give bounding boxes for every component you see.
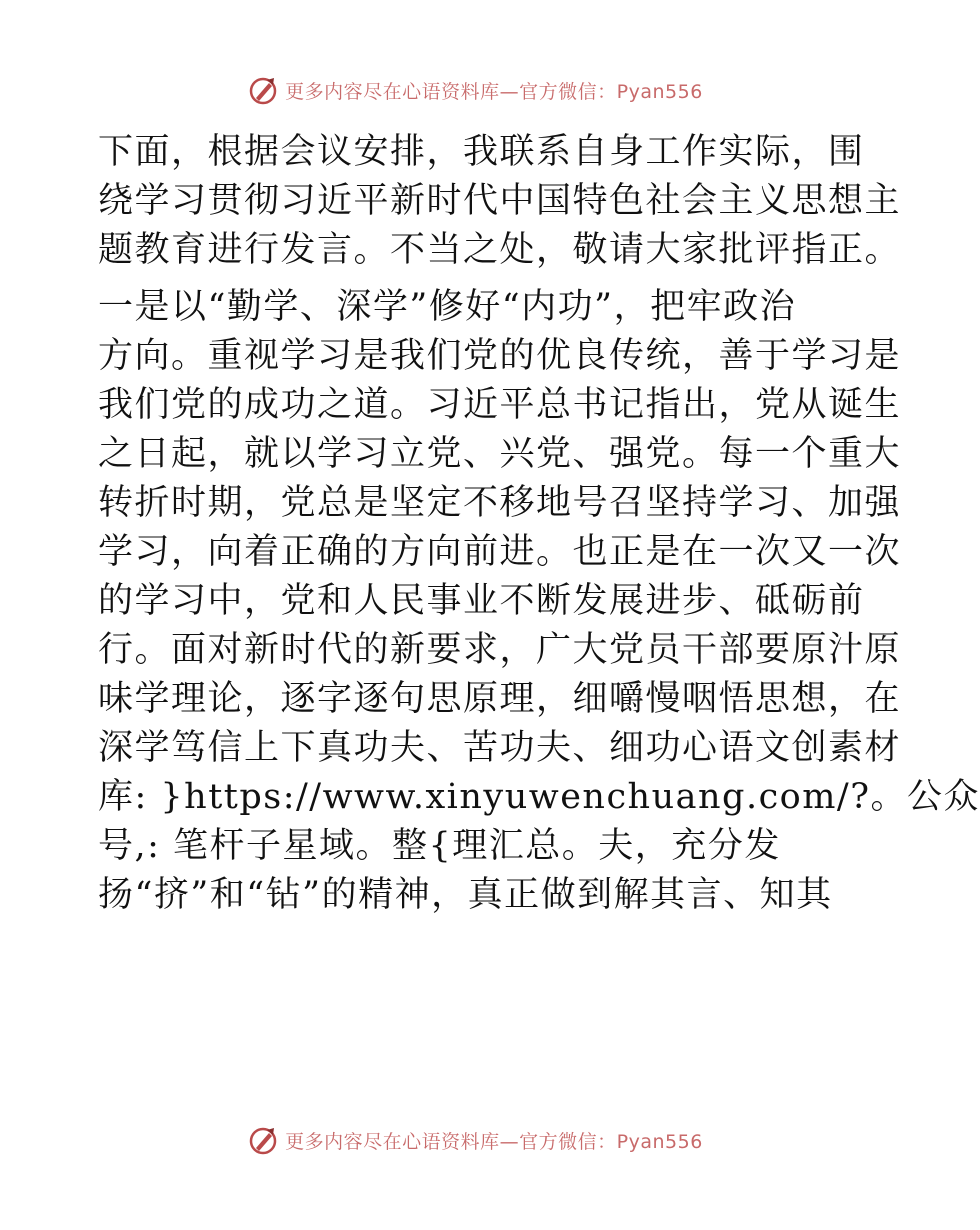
header-watermark-text: 更多内容尽在心语资料库—官方微信：Pyan556 [285,80,703,103]
text-line: 味学理论，逐字逐句思原理，细嚼慢咽悟思想，在 [98,679,902,719]
text-line: 号,: 笔杆子星域。整{理汇总。夫，充分发 [98,826,781,866]
paragraph-2 [98,283,980,920]
text-line: 下面，根据会议安排，我联系自身工作实际，围 [98,132,865,172]
text-line: 深学笃信上下真功夫、苦功夫、细功心语文创素材 [98,728,902,768]
text-line: 转折时期，党总是坚定不移地号召坚持学习、加强 [98,483,902,523]
text-line: 绕学习贯彻习近平新时代中国特色社会主义思想主 [98,181,902,221]
text-line: 扬“挤”和“钻”的精神，真正做到解其言、知其 [98,875,833,915]
text-line: 我们党的成功之道。习近平总书记指出，党从诞生 [98,385,902,425]
text-line: 库: }https://www.xinyuwenchuang.com/?。公众 [98,777,980,817]
footer-watermark [0,1120,950,1160]
pen-logo-icon [247,1124,279,1156]
text-line: 行。面对新时代的新要求，广大党员干部要原汁原 [98,630,902,670]
document-body [98,128,980,920]
text-line: 之日起，就以学习立党、兴党、强党。每一个重大 [98,434,902,474]
text-line: 的学习中，党和人民事业不断发展进步、砥砺前 [98,581,865,621]
text-line: 学习，向着正确的方向前进。也正是在一次又一次 [98,532,902,572]
text-line: 一是以“勤学、深学”修好“内功”，把牢政治 [98,287,797,327]
header-watermark [0,70,950,110]
text-line: 题教育进行发言。不当之处，敬请大家批评指正。 [98,230,902,270]
footer-watermark-text: 更多内容尽在心语资料库—官方微信：Pyan556 [285,1130,703,1153]
paragraph-1 [98,128,902,275]
text-line: 方向。重视学习是我们党的优良传统，善于学习是 [98,336,902,376]
pen-logo-icon [247,74,279,106]
